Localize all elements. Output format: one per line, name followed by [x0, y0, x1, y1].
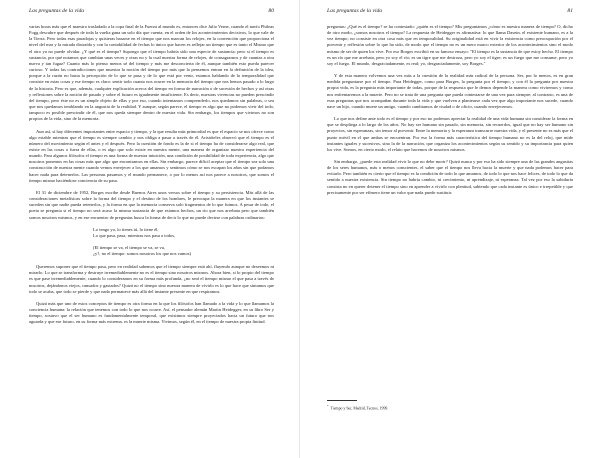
poem-verse — [93, 227, 274, 258]
left-running-title: Las preguntas de la vida — [29, 8, 85, 14]
left-paragraph-3: El 31 de diciembre de 1952, Borges escribe desde Buenos Aires unos versos sobre el tiempo y su persistencia. Más allá de las consideraciones metafísicas sobre la forma del tiempo y el destino de los hombres, le preocupa la manera en que los instantes se suceden sin que nadie pueda retenerlos, y la forma en que la memoria conserva solo fragmentos de lo que fuimos. A pesar de todo, el poeta se pregunta si el tiempo no será acaso la misma sustancia de que estamos hechos, un río que nos arrebata pero que también somos nosotros mismos, y en ese encuentro de preguntas busca la forma de decir lo que no puede decirse con palabras ordinarias: — [29, 189, 274, 220]
right-page-number: 81 — [567, 8, 573, 14]
right-page-header — [327, 8, 573, 15]
verse-line-1: Lo tengo yo, lo tienes tú, lo tiene él, — [93, 226, 159, 232]
right-paragraph-2: Y de esta manera volvemos una vez más a la cuestión de la realidad más radical de la persona. Ser, por lo menos, es en gran medida preguntarse por el tiempo. Para Heidegger, como para Borges, la pregunta por el tiempo, y con él la pregunta por nuestra propia vida, es la pregunta más importante de todas, porque de la respuesta que le demos depende la manera como viviremos y como nos enfrentaremos a la muerte. Pero no se trata de una pregunta que pueda contestarse de una vez para siempre; al contrario, es una de esas preguntas que nos acompañan durante toda la vida y que vuelven a plantearse cada vez que algo importante nos sucede, cuando nace un hijo, cuando muere un amigo, cuando cambiamos de ciudad o de oficio, cuando envejecemos. — [327, 73, 573, 109]
left-page-body — [29, 24, 274, 325]
left-page-header — [29, 8, 274, 15]
right-running-title: Las preguntas de la vida — [327, 8, 383, 14]
left-paragraph-1: varias horas más que el maestro trasladado a la copa final de la Fuerza al mundo es, entonces dice Julio Verne, cuando el navío Phileas Fogg descubre que después de toda la vuelta gana un solo día que cuenta, en el orden de los acontecimientos decisivos, lo que vale de la Tierra. Pero todas esas paradojas y quisieras basarse en el tiempo que nos marcan los relojes, en la convención que proporciona el nivel del mar y la mirada distraída y con la contabilidad de fechas lo único que hacen es reflejar un tiempo que es tanto el Mismo que el otro ya no puede olvidar. ¿Y qué es el tiempo? Supongo que el tiempo habría sido una especie de sustancia; pero si el tiempo es sustancia, por qué notamos que cambian unas veces y otras no y la cual nuestra forma de relojes, de consagrarnos y de cuantas a otra nueva y tan fugaz? Cuanto más lo pienso menos sé del tiempo y más me desconcierta de él, aunque también esto pueda parecer curioso. Y todas las contradicciones que muestra la noción del tiempo por más que la pensemos entran en la definición de la idea, porque a la razón no basta la percepción de lo que se pasa y de lo que está por venir, estamos hablando de la temporalidad que consiste en estas cosas y ese tiempo es claro: sentir todo cuanto nos ocurre en la memoria del tiempo que nos hemos pasado a lo largo de la historia. Pero es que, además, cualquier explicación acerca del tiempo en forma de narración o de sucesión de hechos y así otras y reflexiones sobre la noción de pasado y sobre el futuro es igualmente insuficiente. Es decir, nuestras vivencias no pueden prescindir del tiempo, pero éste no es un simple objeto de ellas y por eso, cuando intentamos comprenderlo, nos quedamos sin palabras, o sea que nos quedamos temblando en la angustia de la realidad. Y aunque, según parece, el tiempo es algo que no podemos vivir del todo, tampoco es posible prescindir de él, que nos queda siempre dentro de nuestra vida. Sin embargo, los tiempos que vivimos no son propios de la vida, sino de la memoria. — [29, 24, 274, 122]
verse-line-4: ¿y?, no el tiempo: somos nosotros los que nos vamos) — [93, 251, 192, 257]
left-paragraph-5: Quizá más que uno de estos conceptos de tiempo es otra forma en la que los filósofos han llamado a la vida y lo que llamamos la conciencia humana: la relación que tenemos con todo lo que nos ocurre. Así, el pensador alemán Martin Heidegger, en su libro Ser y tiempo, sostuvo que el ser humano es fundamentalmente temporal, que existimos siempre proyectados hacia un futuro que nos aguarda y que ese futuro, en su forma más extrema, es la muerte misma. Vivimos, según él, en el tiempo de nuestra propia finitud. — [29, 300, 274, 325]
right-paragraph-3: Lo que nos define ante todo es el tiempo y por eso no podemos apreciar la realidad de una vida humana sin considerar la forma en que se despliega a lo largo de los años. No hay ser humano sin pasado, sin memoria, sin recuerdos, igual que no hay ser humano sin proyectos, sin esperanzas, sin temor al porvenir. Entre la memoria y la esperanza transcurre nuestra vida, y el presente no es más que el punto móvil en el que ambas se encuentran. Por eso la forma más característica del tiempo humano no es la del reloj, que mide instantes iguales y sucesivos, sino la de la narración, que organiza los acontecimientos según su sentido y su importancia para quien los vive. Somos, en cierto modo, el relato que hacemos de nosotros mismos. — [327, 116, 573, 152]
right-paragraph-4: Sin embargo, ¿puede esta realidad vivir lo que no debe morir? Quizá nunca y por eso ha sido siempre una de las grandes angustias de los seres humanos, más o menos conscientes, el saber que el tiempo nos lleva hacia la muerte y que nada podemos hacer para evitarlo. Pero también es cierto que el tiempo es la condición de todo lo que amamos, de todo lo que nos hace felices, de todo lo que da sentido a nuestra existencia. Sin tiempo no habría cambio, ni crecimiento, ni aprendizaje, ni esperanza. Tal vez por eso la sabiduría consista no en querer detener el tiempo sino en aprender a vivirlo con plenitud, sabiendo que cada instante es único e irrepetible y que precisamente por ser efímero tiene un valor que nada puede sustituir. — [327, 158, 573, 195]
footnote-marker: * — [327, 404, 329, 408]
footnotes — [327, 400, 573, 411]
verse-line-3: (El tiempo se va, el tiempo se va, se va, — [93, 244, 165, 250]
footnote-text: Tiempo y Ser, Madrid, Tecnos, 1999. — [330, 406, 389, 411]
footnote-rule — [327, 400, 357, 401]
left-paragraph-4: Queremos suponer que el tiempo pasa, pero en realidad sabemos que el tiempo siempre está ahí, fluyendo aunque no deseemos ni mirarlo. Lo que se transforma y destruye irremediablemente no es el tiempo sino nosotros mismos. Ahora bien, si lo propio del tiempo es que pase irremediablemente, cuando lo consideramos en su forma más profunda, ¿no será el tiempo mismo el que pasa a través de nosotros, dejándonos viejos, cansados y gastados? Quizá no el tiempo sino nuestra manera de vivirlo es lo que hace que sintamos que todo se acaba, que todo se pierde y que nada permanece más allá del instante presente en que respiramos. — [29, 264, 274, 294]
left-page-number: 80 — [268, 8, 274, 14]
right-page-body — [327, 24, 573, 196]
right-page — [300, 0, 600, 458]
footnote — [327, 404, 573, 411]
right-paragraph-1: preguntas: ¿Qué es el tiempo? se ha contestado: ¿quién es el tiempo? Mis preguntamos ¿cómo es nuestra manera de tiempo? O, dicho de otro modo, ¿somos nosotros el tiempo? La respuesta de Heidegger es afirmativa: lo que llama Dasein, el existente humano, es a la vez tiempo; no consiste en otra cosa más que en temporalidad. Su originalidad está en vivir la existencia como preocupación por el porvenir y reflexión sobre lo que ha sido, de modo que el tiempo no es un mero marco exterior de los acontecimientos sino el modo mismo de ser de quien los vive. Por eso Borges escribió en su famoso ensayo: "El tiempo es la sustancia de que estoy hecho. El tiempo es un río que me arrebata, pero yo soy el río; es un tigre que me destroza, pero yo soy el tigre; es un fuego que me consume, pero yo soy el fuego. El mundo, desgraciadamente, es real; yo, desgraciadamente, soy Borges." — [327, 24, 573, 66]
left-paragraph-2: Aun así, sí hay diferentes importantes entre espacio y tiempo, y la que resulta más primordial es que el espacio se nos ofrece como algo estable mientras que el tiempo es siempre cambio y nos obliga a pasar a través de él. Aristóteles observó que el tiempo es el número del movimiento según el antes y el después. Pero la cuestión de fondo es la de si el tiempo ha de considerarse algo real, que existe en las cosas o fuera de ellas, o es algo que solo existe en nuestra mente, una manera de organizar nuestra experiencia del mundo. Para algunos filósofos el tiempo es una forma de nuestra intuición, una condición de posibilidad de toda experiencia, algo que nosotros ponemos en las cosas más que algo que encontramos en ellas. Sin embargo, parece difícil aceptar que el tiempo sea solo una construcción de nuestra mente cuando vemos envejecer a los que amamos y sentimos cómo se nos escapan los años sin que podamos hacer nada para detenerlos. Las personas pasamos y el mundo permanece, o por lo menos así nos parece a nosotros, que somos el tiempo mismo haciéndose conciencia de su paso. — [29, 128, 274, 183]
verse-line-2: Lo que pasa, pasa, mientras nos pasa a todos, — [93, 233, 176, 239]
